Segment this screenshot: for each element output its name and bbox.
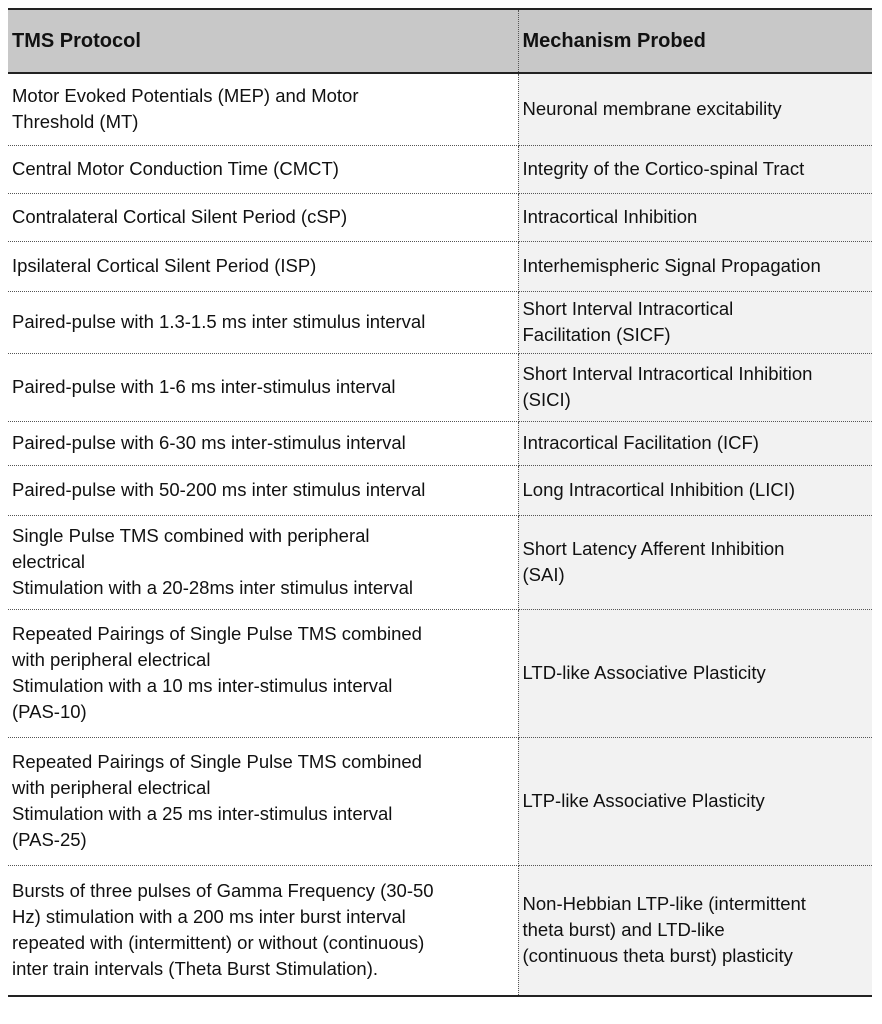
header-row xyxy=(8,10,872,73)
table-row xyxy=(8,73,872,145)
mechanism-cell: Intracortical Inhibition xyxy=(518,193,872,241)
protocol-cell: Repeated Pairings of Single Pulse TMS combined with peripheral electrical Stimulation with a 25 ms inter-stimulus interval (PAS-25) xyxy=(8,737,518,865)
table-row xyxy=(8,353,872,421)
protocol-cell: Bursts of three pulses of Gamma Frequency (30-50 Hz) stimulation with a 200 ms inter burst interval repeated with (intermittent) or without (continuous) inter train intervals (Theta Burst Stimulation). xyxy=(8,865,518,995)
mechanism-cell: Interhemispheric Signal Propagation xyxy=(518,241,872,291)
tms-protocol-table xyxy=(8,10,872,995)
mechanism-cell: Neuronal membrane excitability xyxy=(518,73,872,145)
mechanism-cell: Short Interval Intracortical Facilitation (SICF) xyxy=(518,291,872,353)
mechanism-cell: LTP-like Associative Plasticity xyxy=(518,737,872,865)
protocol-cell: Paired-pulse with 1-6 ms inter-stimulus interval xyxy=(8,353,518,421)
protocol-cell: Central Motor Conduction Time (CMCT) xyxy=(8,145,518,193)
protocol-cell: Single Pulse TMS combined with peripheral electrical Stimulation with a 20-28ms inter stimulus interval xyxy=(8,515,518,609)
table-row xyxy=(8,145,872,193)
protocol-cell: Ipsilateral Cortical Silent Period (ISP) xyxy=(8,241,518,291)
table-row xyxy=(8,737,872,865)
mechanism-cell: Integrity of the Cortico-spinal Tract xyxy=(518,145,872,193)
mechanism-cell: Non-Hebbian LTP-like (intermittent theta burst) and LTD-like (continuous theta burst) plasticity xyxy=(518,865,872,995)
table-row xyxy=(8,609,872,737)
protocol-cell: Paired-pulse with 50-200 ms inter stimulus interval xyxy=(8,465,518,515)
table-row xyxy=(8,241,872,291)
table-row xyxy=(8,193,872,241)
table-row xyxy=(8,465,872,515)
mechanism-cell: Short Latency Afferent Inhibition (SAI) xyxy=(518,515,872,609)
header-mechanism-probed: Mechanism Probed xyxy=(518,10,872,73)
mechanism-cell: Long Intracortical Inhibition (LICI) xyxy=(518,465,872,515)
table-row xyxy=(8,291,872,353)
table-row xyxy=(8,515,872,609)
header-tms-protocol: TMS Protocol xyxy=(8,10,518,73)
protocol-cell: Contralateral Cortical Silent Period (cSP) xyxy=(8,193,518,241)
mechanism-cell: LTD-like Associative Plasticity xyxy=(518,609,872,737)
protocol-cell: Repeated Pairings of Single Pulse TMS combined with peripheral electrical Stimulation with a 10 ms inter-stimulus interval (PAS-10) xyxy=(8,609,518,737)
table-row xyxy=(8,865,872,995)
protocol-table-wrapper xyxy=(8,8,872,997)
mechanism-cell: Intracortical Facilitation (ICF) xyxy=(518,421,872,465)
protocol-cell: Motor Evoked Potentials (MEP) and Motor Threshold (MT) xyxy=(8,73,518,145)
table-body xyxy=(8,73,872,995)
table-row xyxy=(8,421,872,465)
mechanism-cell: Short Interval Intracortical Inhibition (SICI) xyxy=(518,353,872,421)
protocol-cell: Paired-pulse with 6-30 ms inter-stimulus interval xyxy=(8,421,518,465)
protocol-cell: Paired-pulse with 1.3-1.5 ms inter stimulus interval xyxy=(8,291,518,353)
